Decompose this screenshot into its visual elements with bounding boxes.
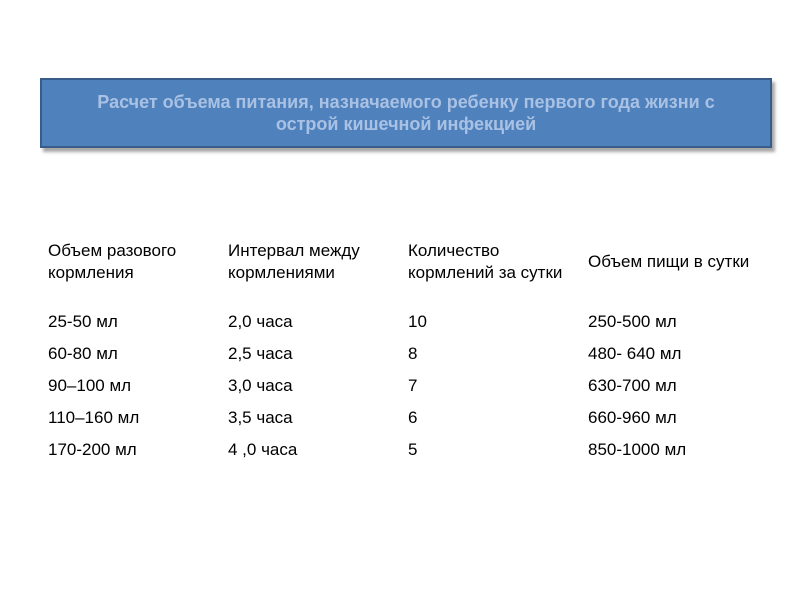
table-header-row (40, 218, 776, 306)
cell-daily-volume: 850-1000 мл (588, 440, 687, 459)
cell-single-volume: 110–160 мл (48, 408, 140, 427)
cell-interval: 2,5 часа (228, 344, 293, 363)
feeding-table (40, 218, 776, 466)
header-feeding-interval: Интервал между кормлениями (228, 241, 360, 282)
table-row (40, 370, 776, 402)
cell-daily-volume: 250-500 мл (588, 312, 677, 331)
cell-interval: 3,0 часа (228, 376, 293, 395)
table-row (40, 434, 776, 466)
cell-feedings-count: 7 (408, 376, 418, 395)
header-feedings-per-day: Количество кормлений за сутки (408, 241, 563, 282)
table-row (40, 338, 776, 370)
title-banner (40, 78, 772, 148)
cell-single-volume: 170-200 мл (48, 440, 137, 459)
table-row (40, 306, 776, 338)
cell-daily-volume: 480- 640 мл (588, 344, 682, 363)
cell-feedings-count: 8 (408, 344, 418, 363)
cell-daily-volume: 630-700 мл (588, 376, 677, 395)
cell-interval: 2,0 часа (228, 312, 293, 331)
cell-feedings-count: 5 (408, 440, 418, 459)
cell-single-volume: 25-50 мл (48, 312, 118, 331)
cell-feedings-count: 6 (408, 408, 418, 427)
cell-interval: 4 ,0 часа (228, 440, 298, 459)
table-row (40, 402, 776, 434)
cell-feedings-count: 10 (408, 312, 427, 331)
slide-title: Расчет объема питания, назначаемого ребенку первого года жизни с острой кишечной инфекцией (97, 92, 715, 134)
header-single-feeding-volume: Объем разового кормления (48, 241, 177, 282)
cell-single-volume: 60-80 мл (48, 344, 118, 363)
header-daily-volume: Объем пищи в сутки (588, 252, 750, 271)
cell-single-volume: 90–100 мл (48, 376, 132, 395)
cell-daily-volume: 660-960 мл (588, 408, 677, 427)
cell-interval: 3,5 часа (228, 408, 293, 427)
